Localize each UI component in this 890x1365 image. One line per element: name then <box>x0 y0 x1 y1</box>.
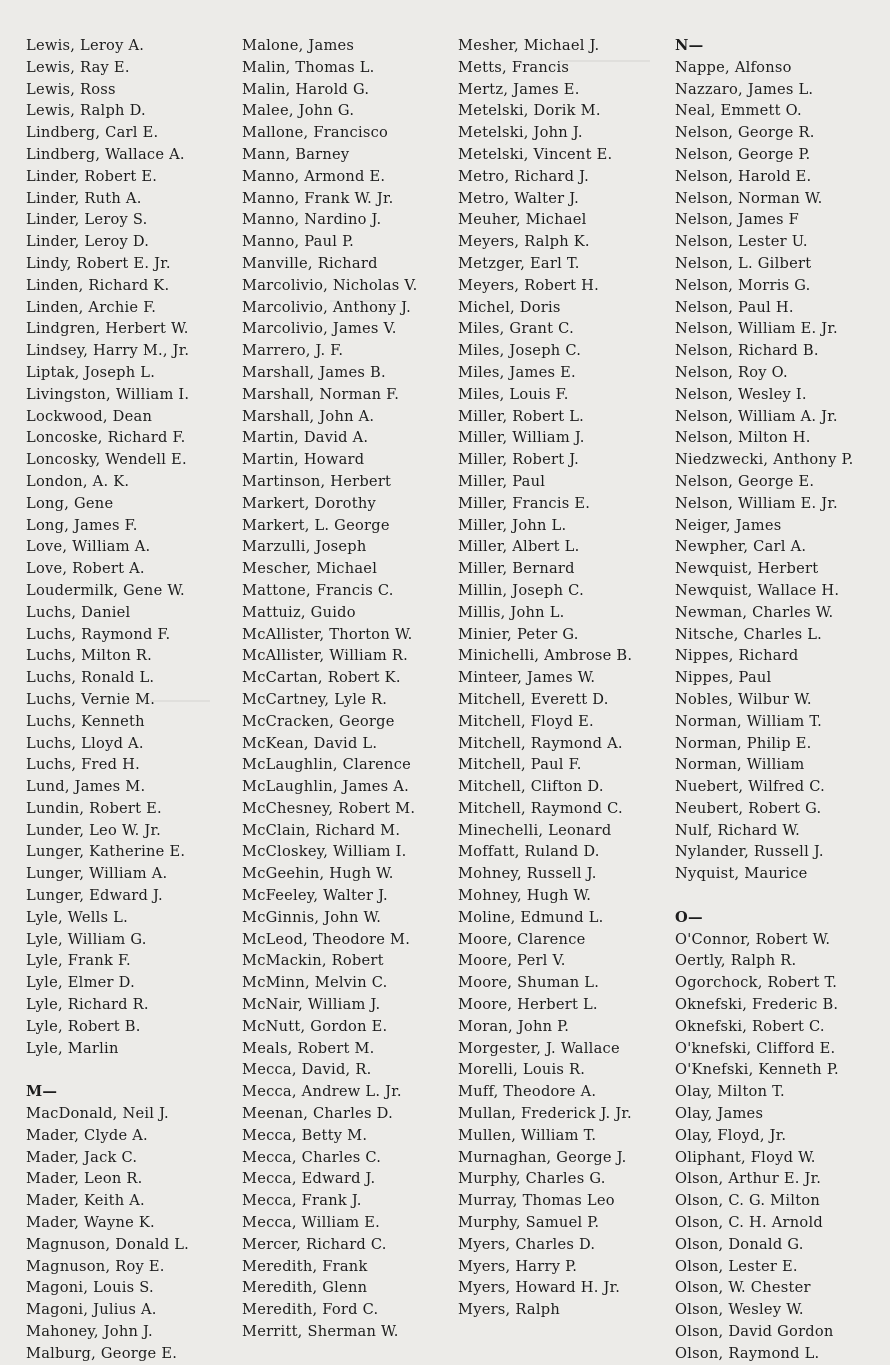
section-letter-header: M— <box>26 1083 58 1101</box>
name-entry: Olson, Raymond L. <box>675 1344 820 1362</box>
name-entry: Long, Gene <box>26 494 114 512</box>
section-letter-header: O— <box>675 908 703 926</box>
name-entry: Linden, Archie F. <box>26 298 157 316</box>
name-entry: Moore, Herbert L. <box>458 996 598 1014</box>
name-entry: Nelson, William E. Jr. <box>675 494 838 512</box>
name-entry: Morgester, J. Wallace <box>458 1039 620 1057</box>
name-entry: Mecca, Edward J. <box>242 1170 376 1188</box>
name-entry: Oknefski, Robert C. <box>675 1017 825 1035</box>
name-entry: Manno, Paul P. <box>242 233 355 251</box>
name-entry: Meuher, Michael <box>458 211 587 229</box>
name-entry: Luchs, Fred H. <box>26 756 141 774</box>
name-entry: Metelski, Dorik M. <box>458 102 601 120</box>
name-entry: Metro, Richard J. <box>458 167 589 185</box>
name-entry: Lunger, William A. <box>26 865 168 883</box>
name-entry: Mecca, Charles C. <box>242 1148 382 1166</box>
name-entry: Meenan, Charles D. <box>242 1105 393 1123</box>
name-entry: Miller, Francis E. <box>458 494 591 512</box>
name-entry: Miles, Louis F. <box>458 385 569 403</box>
name-entry: Lewis, Leroy A. <box>26 37 145 54</box>
name-entry: Mitchell, Floyd E. <box>458 712 594 730</box>
name-entry: Mullan, Frederick J. Jr. <box>458 1105 632 1123</box>
name-entry: Lyle, William G. <box>26 930 147 948</box>
name-entry: Mader, Leon R. <box>26 1170 143 1188</box>
name-entry: Manno, Nardino J. <box>242 211 382 229</box>
name-entry: Lindy, Robert E. Jr. <box>26 254 171 272</box>
name-entry: Luchs, Kenneth <box>26 712 145 730</box>
name-entry: O'knefski, Clifford E. <box>675 1039 836 1057</box>
name-entry: Nelson, Milton H. <box>675 429 811 447</box>
name-entry: Mallone, Francisco <box>242 124 389 142</box>
name-entry: Lindgren, Herbert W. <box>26 320 189 338</box>
name-entry: Metro, Walter J. <box>458 189 580 207</box>
name-entry: Morelli, Louis R. <box>458 1061 586 1079</box>
name-entry: Martinson, Herbert <box>242 472 392 490</box>
name-entry: Minier, Peter G. <box>458 625 579 643</box>
name-entry: Miller, Paul <box>458 472 546 490</box>
name-entry: Olay, Milton T. <box>675 1083 785 1101</box>
name-entry: Mercer, Richard C. <box>242 1235 387 1253</box>
name-entry: Nelson, William E. Jr. <box>675 320 838 338</box>
name-entry: Mecca, William E. <box>242 1214 381 1232</box>
name-entry: Olson, Lester E. <box>675 1257 798 1275</box>
name-entry: Mattone, Francis C. <box>242 581 394 599</box>
name-entry: Miles, Grant C. <box>458 320 574 338</box>
name-entry: Love, William A. <box>26 538 151 556</box>
name-entry: Mesher, Michael J. <box>458 37 600 54</box>
name-entry: Mader, Clyde A. <box>26 1126 148 1144</box>
name-entry: Metelski, John J. <box>458 124 583 142</box>
name-entry: Lyle, Robert B. <box>26 1017 141 1035</box>
name-entry: Marzulli, Joseph <box>242 538 367 556</box>
name-entry: Metts, Francis <box>458 58 570 76</box>
name-entry: Mann, Barney <box>242 145 350 163</box>
name-entry: Meredith, Ford C. <box>242 1301 379 1319</box>
name-entry: Nelson, L. Gilbert <box>675 254 812 272</box>
name-entry: Nitsche, Charles L. <box>675 625 823 643</box>
name-entry: McNair, William J. <box>242 996 381 1014</box>
name-entry: Miles, James E. <box>458 363 576 381</box>
name-entry: Nylander, Russell J. <box>675 843 824 861</box>
name-entry: Lunder, Leo W. Jr. <box>26 821 161 839</box>
name-entry: Metelski, Vincent E. <box>458 145 613 163</box>
name-entry: Lundin, Robert E. <box>26 799 162 817</box>
name-entry: McFeeley, Walter J. <box>242 887 388 905</box>
name-entry: O'Knefski, Kenneth P. <box>675 1061 839 1079</box>
name-entry: Miller, William J. <box>458 429 585 447</box>
name-entry: Nuebert, Wilfred C. <box>675 778 826 796</box>
name-entry: Meredith, Frank <box>242 1257 368 1275</box>
name-entry: McGinnis, John W. <box>242 908 382 926</box>
name-entry: Murnaghan, George J. <box>458 1148 627 1166</box>
name-entry: McMinn, Melvin C. <box>242 974 388 992</box>
name-entry: Metzger, Earl T. <box>458 254 580 272</box>
name-entry: Meyers, Robert H. <box>458 276 600 294</box>
name-entry: Neiger, James <box>675 516 782 534</box>
name-entry: Lindberg, Carl E. <box>26 124 159 142</box>
name-entry: McAllister, Thorton W. <box>242 625 413 643</box>
name-entry: Nelson, Richard B. <box>675 342 819 360</box>
name-entry: McLaughlin, Clarence <box>242 756 412 774</box>
name-entry: Luchs, Vernie M. <box>26 690 156 708</box>
name-entry: MacDonald, Neil J. <box>26 1105 169 1123</box>
name-entry: McCartney, Lyle R. <box>242 690 388 708</box>
name-entry: Olson, C. H. Arnold <box>675 1214 823 1232</box>
name-entry: Olson, Donald G. <box>675 1235 804 1253</box>
name-entry: Lyle, Elmer D. <box>26 974 135 992</box>
name-entry: Manno, Armond E. <box>242 167 386 185</box>
name-entry: Marshall, James B. <box>242 363 386 381</box>
name-entry: Magnuson, Donald L. <box>26 1235 190 1253</box>
name-entry: Mecca, Frank J. <box>242 1192 362 1210</box>
name-entry: Moore, Clarence <box>458 930 586 948</box>
name-entry: Marshall, Norman F. <box>242 385 400 403</box>
name-entry: Meredith, Glenn <box>242 1279 368 1297</box>
name-entry: Miller, John L. <box>458 516 567 534</box>
name-entry: Nelson, George P. <box>675 145 811 163</box>
name-column-4 <box>675 35 885 1365</box>
name-column-1 <box>26 35 236 1365</box>
name-entry: London, A. K. <box>26 472 130 490</box>
name-entry: Liptak, Joseph L. <box>26 363 156 381</box>
name-entry: Ogorchock, Robert T. <box>675 974 838 992</box>
name-entry: Newquist, Herbert <box>675 560 819 578</box>
name-entry: Newpher, Carl A. <box>675 538 807 556</box>
name-entry: Murphy, Charles G. <box>458 1170 606 1188</box>
name-entry: Minichelli, Ambrose B. <box>458 647 633 665</box>
name-entry: McGeehin, Hugh W. <box>242 865 394 883</box>
name-entry: McLeod, Theodore M. <box>242 930 411 948</box>
name-entry: Nazzaro, James L. <box>675 80 814 98</box>
name-entry: McMackin, Robert <box>242 952 384 970</box>
name-entry: Linder, Leroy D. <box>26 233 150 251</box>
name-entry: Norman, William <box>675 756 805 774</box>
name-entry: Norman, Philip E. <box>675 734 812 752</box>
name-entry: Nelson, Norman W. <box>675 189 823 207</box>
name-entry: Mitchell, Everett D. <box>458 690 609 708</box>
name-entry: Mitchell, Raymond C. <box>458 799 623 817</box>
name-entry: Miller, Albert L. <box>458 538 580 556</box>
name-entry: Olson, C. G. Milton <box>675 1192 821 1210</box>
name-entry: Lyle, Marlin <box>26 1039 119 1057</box>
name-entry: Moore, Shuman L. <box>458 974 600 992</box>
name-entry: Nappe, Alfonso <box>675 58 792 76</box>
name-entry: Millis, John L. <box>458 603 565 621</box>
section-letter-header: N— <box>675 37 704 54</box>
name-entry: Mader, Wayne K. <box>26 1214 155 1232</box>
name-entry: Nelson, Wesley I. <box>675 385 807 403</box>
name-entry: Linder, Ruth A. <box>26 189 142 207</box>
name-column-2 <box>242 35 452 1343</box>
name-entry: Muff, Theodore A. <box>458 1083 597 1101</box>
name-entry: Love, Robert A. <box>26 560 145 578</box>
name-entry: Lunger, Edward J. <box>26 887 163 905</box>
name-entry: Meyers, Ralph K. <box>458 233 590 251</box>
name-entry: Oliphant, Floyd W. <box>675 1148 816 1166</box>
name-entry: Marrero, J. F. <box>242 342 344 360</box>
name-entry: Merritt, Sherman W. <box>242 1323 399 1341</box>
name-entry: Luchs, Lloyd A. <box>26 734 144 752</box>
name-entry: Olson, David Gordon <box>675 1323 834 1341</box>
name-entry: Miles, Joseph C. <box>458 342 582 360</box>
name-entry: Mohney, Russell J. <box>458 865 597 883</box>
name-entry: Linder, Robert E. <box>26 167 158 185</box>
name-entry: Niedzwecki, Anthony P. <box>675 451 854 469</box>
name-entry: Livingston, William I. <box>26 385 190 403</box>
name-entry: Lewis, Ray E. <box>26 58 130 76</box>
name-entry: Mader, Jack C. <box>26 1148 138 1166</box>
name-entry: Myers, Charles D. <box>458 1235 596 1253</box>
name-entry: Murray, Thomas Leo <box>458 1192 615 1210</box>
name-entry: Lindsey, Harry M., Jr. <box>26 342 190 360</box>
name-entry: Nulf, Richard W. <box>675 821 800 839</box>
name-entry: Marshall, John A. <box>242 407 375 425</box>
name-entry: Nippes, Richard <box>675 647 799 665</box>
name-entry: Olay, James <box>675 1105 764 1123</box>
name-entry: Miller, Bernard <box>458 560 575 578</box>
name-entry: Long, James F. <box>26 516 138 534</box>
name-entry: Mullen, William T. <box>458 1126 597 1144</box>
section-spacer <box>26 1059 236 1081</box>
name-entry: Mader, Keith A. <box>26 1192 145 1210</box>
name-entry: Linden, Richard K. <box>26 276 170 294</box>
name-entry: Malin, Thomas L. <box>242 58 375 76</box>
name-entry: Lunger, Katherine E. <box>26 843 186 861</box>
name-entry: Markert, Dorothy <box>242 494 376 512</box>
name-entry: Nelson, William A. Jr. <box>675 407 838 425</box>
name-entry: Neubert, Robert G. <box>675 799 822 817</box>
name-entry: Nelson, James F <box>675 211 800 229</box>
name-entry: Mertz, James E. <box>458 80 580 98</box>
name-entry: Lewis, Ralph D. <box>26 102 146 120</box>
name-entry: Mecca, Betty M. <box>242 1126 368 1144</box>
name-entry: Lyle, Frank F. <box>26 952 131 970</box>
name-entry: Mitchell, Paul F. <box>458 756 582 774</box>
name-entry: Malee, John G. <box>242 102 355 120</box>
name-entry: Moffatt, Ruland D. <box>458 843 600 861</box>
name-entry: Mecca, Andrew L. Jr. <box>242 1083 402 1101</box>
name-entry: Manno, Frank W. Jr. <box>242 189 394 207</box>
name-entry: Loudermilk, Gene W. <box>26 581 185 599</box>
name-entry: Mitchell, Raymond A. <box>458 734 623 752</box>
name-entry: O'Connor, Robert W. <box>675 930 831 948</box>
name-entry: Nelson, Paul H. <box>675 298 794 316</box>
name-entry: Marcolivio, Nicholas V. <box>242 276 418 294</box>
name-entry: Minteer, James W. <box>458 669 596 687</box>
name-entry: Moore, Perl V. <box>458 952 566 970</box>
name-entry: Nelson, George E. <box>675 472 815 490</box>
name-entry: Neal, Emmett O. <box>675 102 802 120</box>
name-entry: Martin, David A. <box>242 429 369 447</box>
name-entry: Moran, John P. <box>458 1017 570 1035</box>
name-entry: Mohney, Hugh W. <box>458 887 592 905</box>
name-entry: Nelson, Lester U. <box>675 233 808 251</box>
name-entry: Oertly, Ralph R. <box>675 952 797 970</box>
name-entry: McKean, David L. <box>242 734 378 752</box>
name-entry: Nelson, Harold E. <box>675 167 812 185</box>
name-entry: Magnuson, Roy E. <box>26 1257 165 1275</box>
name-entry: McCloskey, William I. <box>242 843 407 861</box>
name-entry: Millin, Joseph C. <box>458 581 584 599</box>
section-spacer <box>675 885 885 907</box>
name-entry: Lund, James M. <box>26 778 146 796</box>
name-entry: Olson, Wesley W. <box>675 1301 804 1319</box>
name-entry: Nelson, Roy O. <box>675 363 788 381</box>
name-entry: Lockwood, Dean <box>26 407 153 425</box>
name-entry: Nippes, Paul <box>675 669 772 687</box>
name-entry: Miller, Robert J. <box>458 451 580 469</box>
name-entry: McChesney, Robert M. <box>242 799 416 817</box>
name-entry: Loncosky, Wendell E. <box>26 451 187 469</box>
name-entry: Manville, Richard <box>242 254 378 272</box>
name-entry: Luchs, Milton R. <box>26 647 153 665</box>
name-entry: Lyle, Richard R. <box>26 996 149 1014</box>
name-entry: Marcolivio, James V. <box>242 320 397 338</box>
name-entry: Mecca, David, R. <box>242 1061 372 1079</box>
name-entry: Mattuiz, Guido <box>242 603 356 621</box>
name-entry: Nelson, Morris G. <box>675 276 811 294</box>
name-entry: McCracken, George <box>242 712 395 730</box>
name-entry: Michel, Doris <box>458 298 561 316</box>
name-entry: Myers, Howard H. Jr. <box>458 1279 621 1297</box>
name-entry: Malin, Harold G. <box>242 80 370 98</box>
name-entry: Luchs, Ronald L. <box>26 669 155 687</box>
name-entry: Magoni, Julius A. <box>26 1301 157 1319</box>
name-entry: Olson, W. Chester <box>675 1279 811 1297</box>
name-entry: Linder, Leroy S. <box>26 211 148 229</box>
name-entry: Lindberg, Wallace A. <box>26 145 185 163</box>
name-entry: Nelson, George R. <box>675 124 815 142</box>
name-entry: Myers, Harry P. <box>458 1257 578 1275</box>
name-entry: Moline, Edmund L. <box>458 908 604 926</box>
name-entry: Mitchell, Clifton D. <box>458 778 604 796</box>
name-entry: Norman, William T. <box>675 712 823 730</box>
name-entry: McLaughlin, James A. <box>242 778 409 796</box>
name-entry: McNutt, Gordon E. <box>242 1017 388 1035</box>
name-entry: Mahoney, John J. <box>26 1323 153 1341</box>
name-entry: Minechelli, Leonard <box>458 821 612 839</box>
name-entry: Magoni, Louis S. <box>26 1279 154 1297</box>
name-entry: McCartan, Robert K. <box>242 669 401 687</box>
name-entry: Myers, Ralph <box>458 1301 560 1319</box>
name-entry: Olay, Floyd, Jr. <box>675 1126 787 1144</box>
name-entry: Mescher, Michael <box>242 560 378 578</box>
name-entry: McClain, Richard M. <box>242 821 401 839</box>
name-entry: Oknefski, Frederic B. <box>675 996 839 1014</box>
name-entry: Luchs, Raymond F. <box>26 625 171 643</box>
name-entry: Miller, Robert L. <box>458 407 585 425</box>
name-entry: Murphy, Samuel P. <box>458 1214 600 1232</box>
name-entry: Olson, Arthur E. Jr. <box>675 1170 822 1188</box>
name-entry: Loncoske, Richard F. <box>26 429 186 447</box>
name-entry: Nobles, Wilbur W. <box>675 690 812 708</box>
name-entry: Newman, Charles W. <box>675 603 834 621</box>
name-entry: Lyle, Wells L. <box>26 908 129 926</box>
name-entry: Nyquist, Maurice <box>675 865 808 883</box>
name-column-3 <box>458 35 668 1321</box>
name-entry: Martin, Howard <box>242 451 365 469</box>
name-entry: Lewis, Ross <box>26 80 116 98</box>
name-entry: Markert, L. George <box>242 516 390 534</box>
name-entry: Malone, James <box>242 37 355 54</box>
name-entry: Newquist, Wallace H. <box>675 581 840 599</box>
name-entry: McAllister, William R. <box>242 647 409 665</box>
name-entry: Malburg, George E. <box>26 1344 178 1362</box>
name-entry: Meals, Robert M. <box>242 1039 375 1057</box>
name-entry: Luchs, Daniel <box>26 603 131 621</box>
name-entry: Marcolivio, Anthony J. <box>242 298 412 316</box>
